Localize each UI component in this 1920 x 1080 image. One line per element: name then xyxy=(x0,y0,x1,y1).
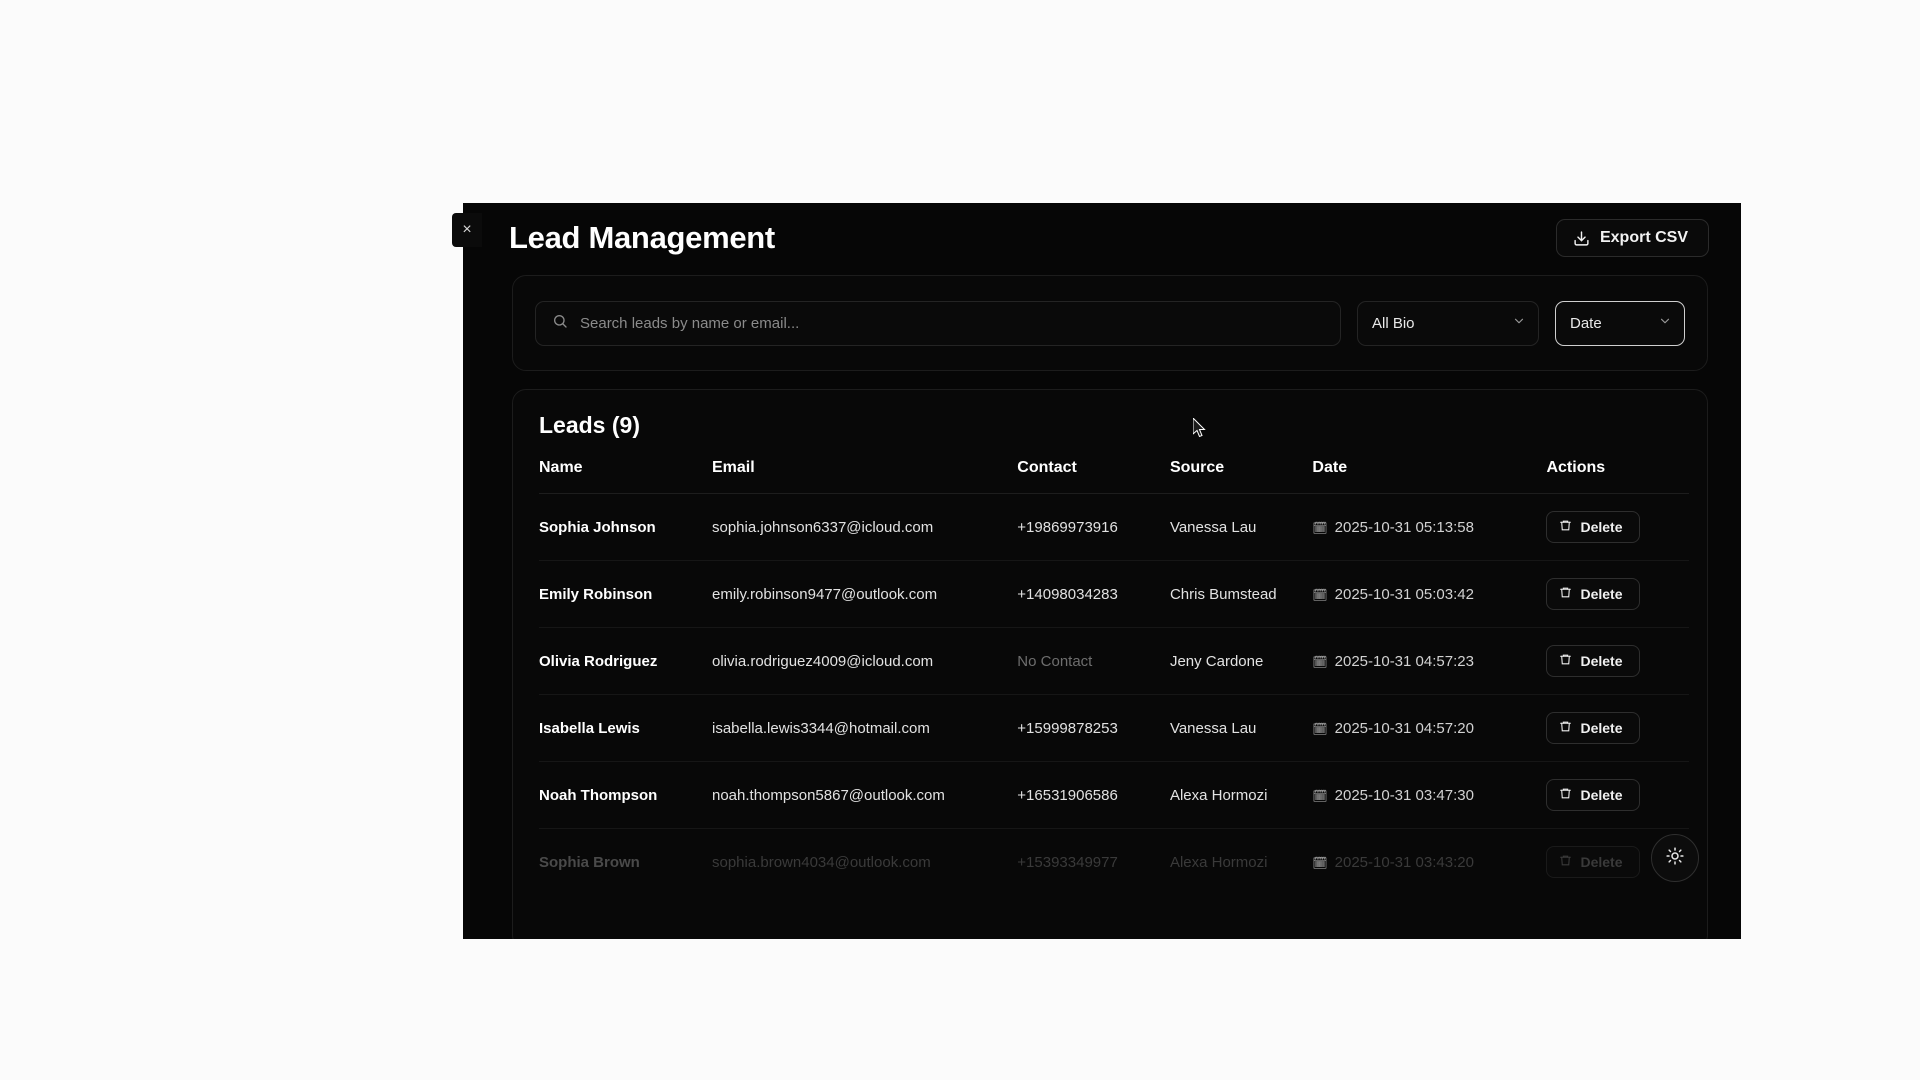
column-header-email: Email xyxy=(712,459,1017,494)
cell-email: emily.robinson9477@outlook.com xyxy=(712,561,1017,628)
cell-contact: +15393349977 xyxy=(1017,853,1118,871)
cell-email: noah.thompson5867@outlook.com xyxy=(712,762,1017,829)
delete-lead-button[interactable] xyxy=(1546,779,1639,811)
delete-lead-button[interactable] xyxy=(1546,712,1639,744)
column-header-contact: Contact xyxy=(1017,459,1170,494)
cell-date: 🗓 2025-10-31 03:47:30 xyxy=(1312,762,1546,829)
delete-lead-button[interactable] xyxy=(1546,511,1639,543)
table-row xyxy=(539,695,1689,762)
cell-actions xyxy=(1546,561,1689,628)
cell-contact: +19869973916 xyxy=(1017,494,1170,561)
cell-source: Alexa Hormozi xyxy=(1170,762,1312,829)
sort-by-value: Date xyxy=(1570,314,1602,332)
cell-contact: +16531906586 xyxy=(1017,762,1170,829)
column-header-name: Name xyxy=(539,459,712,494)
trash-icon xyxy=(1559,854,1572,870)
modal-header xyxy=(509,208,1709,268)
column-header-date: Date xyxy=(1312,459,1546,494)
chevron-down-icon xyxy=(1512,314,1526,332)
cell-email: sophia.johnson6337@icloud.com xyxy=(712,494,1017,561)
cell-name: Emily Robinson xyxy=(539,561,712,628)
cell-actions xyxy=(1546,628,1689,695)
cell-source: Vanessa Lau xyxy=(1170,494,1312,561)
chevron-down-icon xyxy=(1658,314,1672,332)
sun-icon xyxy=(1666,847,1684,870)
lead-management-modal xyxy=(463,203,1741,939)
cell-name: Sophia Brown xyxy=(539,853,640,871)
calendar-icon: 🗓 xyxy=(1312,520,1328,535)
column-header-actions: Actions xyxy=(1546,459,1689,494)
table-row xyxy=(539,762,1689,829)
trash-icon xyxy=(1559,519,1572,535)
cell-contact: +14098034283 xyxy=(1017,561,1170,628)
trash-icon xyxy=(1559,586,1572,602)
trash-icon xyxy=(1559,653,1572,669)
table-row xyxy=(539,561,1689,628)
search-placeholder-text: Search leads by name or email... xyxy=(580,314,800,332)
cell-source: Vanessa Lau xyxy=(1170,695,1312,762)
table-row xyxy=(539,494,1689,561)
trash-icon xyxy=(1559,787,1572,803)
cell-name: Olivia Rodriguez xyxy=(539,628,712,695)
cell-email: sophia.brown4034@outlook.com xyxy=(712,853,931,871)
theme-toggle-button[interactable] xyxy=(1651,834,1699,882)
bio-filter-select[interactable] xyxy=(1357,301,1539,346)
cell-date: 🗓 2025-10-31 04:57:20 xyxy=(1312,695,1546,762)
trash-icon xyxy=(1559,720,1572,736)
export-csv-button[interactable] xyxy=(1556,219,1709,257)
calendar-icon: 🗓 xyxy=(1312,654,1328,669)
delete-lead-button[interactable] xyxy=(1546,578,1639,610)
delete-lead-button[interactable] xyxy=(1546,846,1639,878)
calendar-icon: 🗓 xyxy=(1312,855,1328,870)
search-icon xyxy=(552,313,568,334)
cell-date: 🗓 2025-10-31 04:57:23 xyxy=(1312,628,1546,695)
cell-date: 🗓 2025-10-31 05:03:42 xyxy=(1312,561,1546,628)
cell-contact: +15999878253 xyxy=(1017,695,1170,762)
leads-table-body xyxy=(539,494,1689,896)
cell-email: olivia.rodriguez4009@icloud.com xyxy=(712,628,1017,695)
table-header-row xyxy=(539,459,1689,494)
download-icon xyxy=(1573,230,1590,247)
cell-source: Chris Bumstead xyxy=(1170,561,1312,628)
sort-by-select[interactable] xyxy=(1555,301,1685,346)
leads-card xyxy=(512,389,1708,939)
modal-content xyxy=(463,203,1741,939)
delete-lead-label: Delete xyxy=(1580,653,1623,669)
cell-actions xyxy=(1546,762,1689,829)
delete-lead-label: Delete xyxy=(1580,854,1623,870)
cell-name: Noah Thompson xyxy=(539,762,712,829)
delete-lead-label: Delete xyxy=(1580,586,1623,602)
leads-table-head xyxy=(539,459,1689,494)
cell-contact: No Contact xyxy=(1017,628,1170,695)
table-row xyxy=(539,628,1689,695)
close-button[interactable]: × xyxy=(452,213,482,247)
delete-lead-label: Delete xyxy=(1580,720,1623,736)
filters-bar xyxy=(512,275,1708,371)
cell-date: 🗓 2025-10-31 05:13:58 xyxy=(1312,494,1546,561)
calendar-icon: 🗓 xyxy=(1312,587,1328,602)
cell-source: Jeny Cardone xyxy=(1170,628,1312,695)
cell-email: isabella.lewis3344@hotmail.com xyxy=(712,695,1017,762)
cell-name: Isabella Lewis xyxy=(539,695,712,762)
calendar-icon: 🗓 xyxy=(1312,788,1328,803)
search-input[interactable] xyxy=(535,301,1341,346)
delete-lead-label: Delete xyxy=(1580,787,1623,803)
cell-name: Sophia Johnson xyxy=(539,494,712,561)
delete-lead-label: Delete xyxy=(1580,519,1623,535)
export-csv-label: Export CSV xyxy=(1599,229,1688,246)
cell-actions xyxy=(1546,494,1689,561)
page-title: Lead Management xyxy=(509,220,775,255)
leads-table xyxy=(539,459,1689,895)
cell-source: Alexa Hormozi xyxy=(1169,853,1268,871)
table-row xyxy=(539,829,1689,896)
cell-actions xyxy=(1546,695,1689,762)
leads-heading: Leads (9) xyxy=(539,412,640,438)
column-header-source: Source xyxy=(1170,459,1312,494)
calendar-icon: 🗓 xyxy=(1312,721,1328,736)
delete-lead-button[interactable] xyxy=(1546,645,1639,677)
bio-filter-value: All Bio xyxy=(1372,314,1415,332)
cell-date: 🗓 2025-10-31 03:43:20 xyxy=(1312,853,1474,871)
